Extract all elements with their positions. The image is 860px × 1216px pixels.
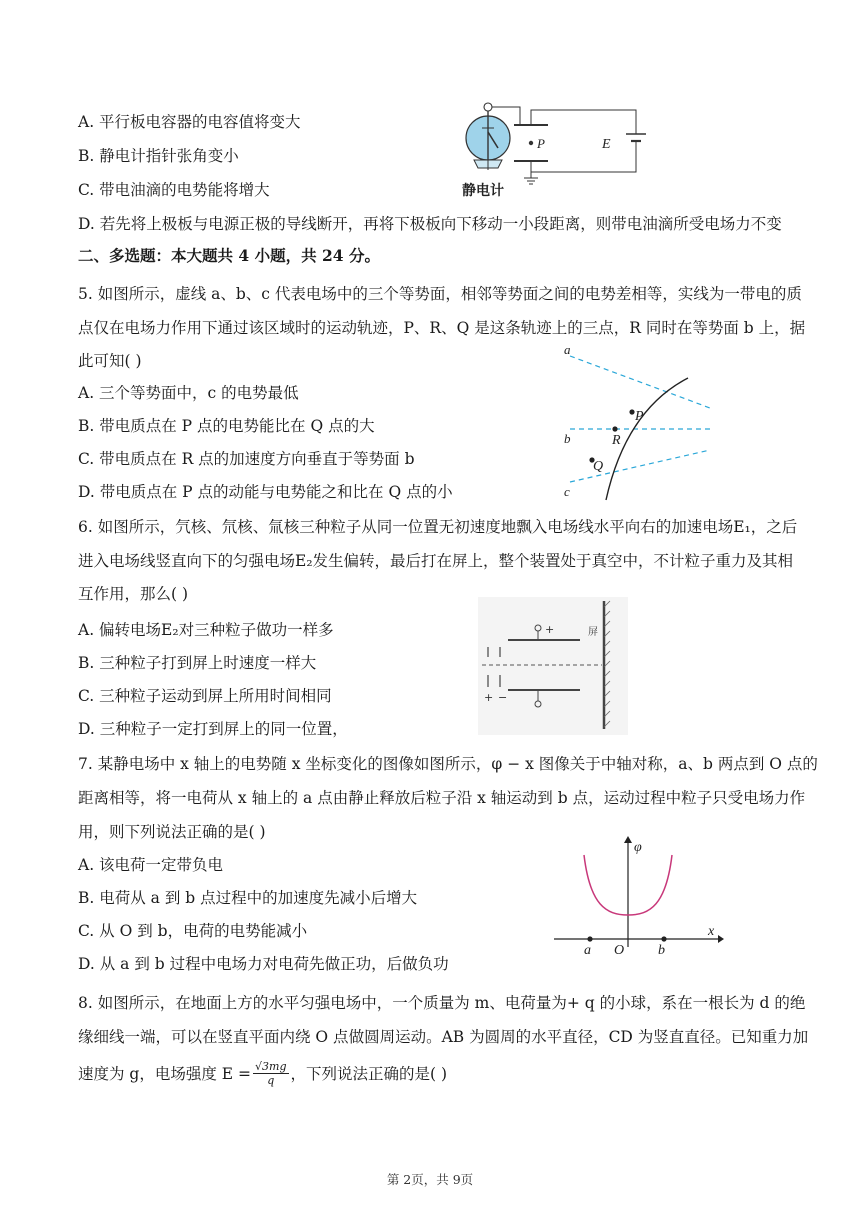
q5-label-a: a (564, 342, 571, 357)
q7-option-b: B. 电荷从 a 到 b 点过程中的加速度先减小后增大 (78, 889, 418, 907)
q8-stem-line2: 缘细线一端，可以在竖直平面内绕 O 点做圆周运动。AB 为圆周的水平直径，CD 为竖直直径。已知重力加 (78, 1028, 809, 1046)
page-footer: 第 2页，共 9页 (386, 1172, 474, 1187)
q7-label-x: x (708, 924, 715, 939)
q7-option-d: D. 从 a 到 b 过程中电场力对电荷先做正功，后做负功 (78, 955, 449, 973)
q6-stem-line3: 互作用，那么( ) (78, 585, 189, 603)
q6-stem-line2: 进入电场线竖直向下的匀强电场E₂发生偏转，最后打在屏上，整个装置处于真空中，不计粒子重力及其相 (78, 552, 794, 570)
q6-label-minus-left: − (498, 691, 508, 704)
q8-stem-line1: 8. 如图所示，在地面上方的水平匀强电场中，一个质量为 m、电荷量为+ q 的小球，系在一根长为 d 的绝 (78, 994, 806, 1012)
q8-line3-suffix: ，下列说法正确的是( ) (290, 1064, 448, 1083)
q5-label-r: R (612, 433, 621, 448)
q5-option-a: A. 三个等势面中，c 的电势最低 (78, 384, 299, 402)
q4-label-p: P (537, 136, 545, 151)
q4-option-c: C. 带电油滴的电势能将增大 (78, 181, 270, 199)
q6-option-d: D. 三种粒子一定打到屏上的同一位置， (78, 720, 348, 738)
q7-label-phi: φ (634, 840, 642, 855)
q5-equipotential-a (570, 356, 710, 408)
q4-option-d: D. 若先将上极板与电源正极的导线断开，再将下极板向下移动一小段距离，则带电油滴所受电场力不变 (78, 215, 782, 233)
q8-formula-denominator: q (267, 1074, 275, 1087)
q7-label-a: a (584, 943, 591, 958)
q8-line3-prefix: 速度为 g，电场强度 E = (78, 1064, 252, 1083)
q7-option-c: C. 从 O 到 b，电荷的电势能减小 (78, 922, 308, 940)
q6-label-screen: 屏 (588, 627, 598, 638)
q8-stem-line3 (78, 1060, 447, 1087)
q5-equipotential-figure (558, 340, 718, 500)
q7-stem-line2: 距离相等，将一电荷从 x 轴上的 a 点由静止释放后粒子沿 x 轴运动到 b 点，运动过程中粒子只受电场力作 (78, 789, 806, 807)
q6-stem-line1: 6. 如图所示，氕核、氘核、氚核三种粒子从同一位置无初速度地飘入电场线水平向右的加速电场E₁，之后 (78, 518, 798, 536)
q4-option-b: B. 静电计指针张角变小 (78, 147, 239, 165)
q7-stem-line3: 用，则下列说法正确的是( ) (78, 823, 266, 841)
q4-electroscope-circuit-figure (458, 98, 648, 200)
q5-option-b: B. 带电质点在 P 点的电势能比在 Q 点的大 (78, 417, 375, 435)
q4-label-electroscope: 静电计 (462, 183, 504, 199)
q8-formula-numerator: √3mg (255, 1060, 287, 1073)
q4-option-a: A. 平行板电容器的电容值将变大 (78, 113, 301, 131)
q5-stem-line2: 点仅在电场力作用下通过该区域时的运动轨迹，P、R、Q 是这条轨迹上的三点，R 同时在等势面 b 上，据 (78, 319, 806, 337)
section2-heading: 二、多选题：本大题共 4 小题，共 24 分。 (78, 246, 380, 265)
q5-option-c: C. 带电质点在 R 点的加速度方向垂直于等势面 b (78, 450, 415, 468)
q5-stem-line3: 此可知( ) (78, 352, 142, 370)
q5-option-d: D. 带电质点在 P 点的动能与电势能之和比在 Q 点的小 (78, 483, 453, 501)
q5-label-p: P (635, 409, 644, 424)
q5-label-q: Q (593, 459, 604, 474)
q4-label-e: E (602, 137, 611, 152)
q7-option-a: A. 该电荷一定带负电 (78, 856, 224, 874)
q5-label-c: c (564, 484, 570, 499)
q6-option-a: A. 偏转电场E₂对三种粒子做功一样多 (78, 621, 334, 639)
q6-label-plus-top: + (545, 623, 555, 636)
q7-potential-graph-figure (550, 835, 725, 958)
q7-label-b: b (658, 943, 665, 958)
q5-stem-line1: 5. 如图所示，虚线 a、b、c 代表电场中的三个等势面，相邻等势面之间的电势差相等，实线为一带电的质 (78, 285, 802, 303)
q5-label-b: b (564, 431, 571, 446)
q6-option-c: C. 三种粒子运动到屏上所用时间相同 (78, 687, 332, 705)
q6-option-b: B. 三种粒子打到屏上时速度一样大 (78, 654, 317, 672)
q7-label-o: O (614, 943, 625, 958)
q5-equipotential-c (570, 450, 710, 482)
q6-label-plus-left: + (484, 691, 494, 704)
q6-deflection-apparatus-figure (478, 597, 628, 735)
q7-stem-line1: 7. 某静电场中 x 轴上的电势随 x 坐标变化的图像如图所示，φ − x 图像关于中轴对称，a、b 两点到 O 点的 (78, 755, 818, 773)
q8-field-formula (253, 1060, 288, 1087)
